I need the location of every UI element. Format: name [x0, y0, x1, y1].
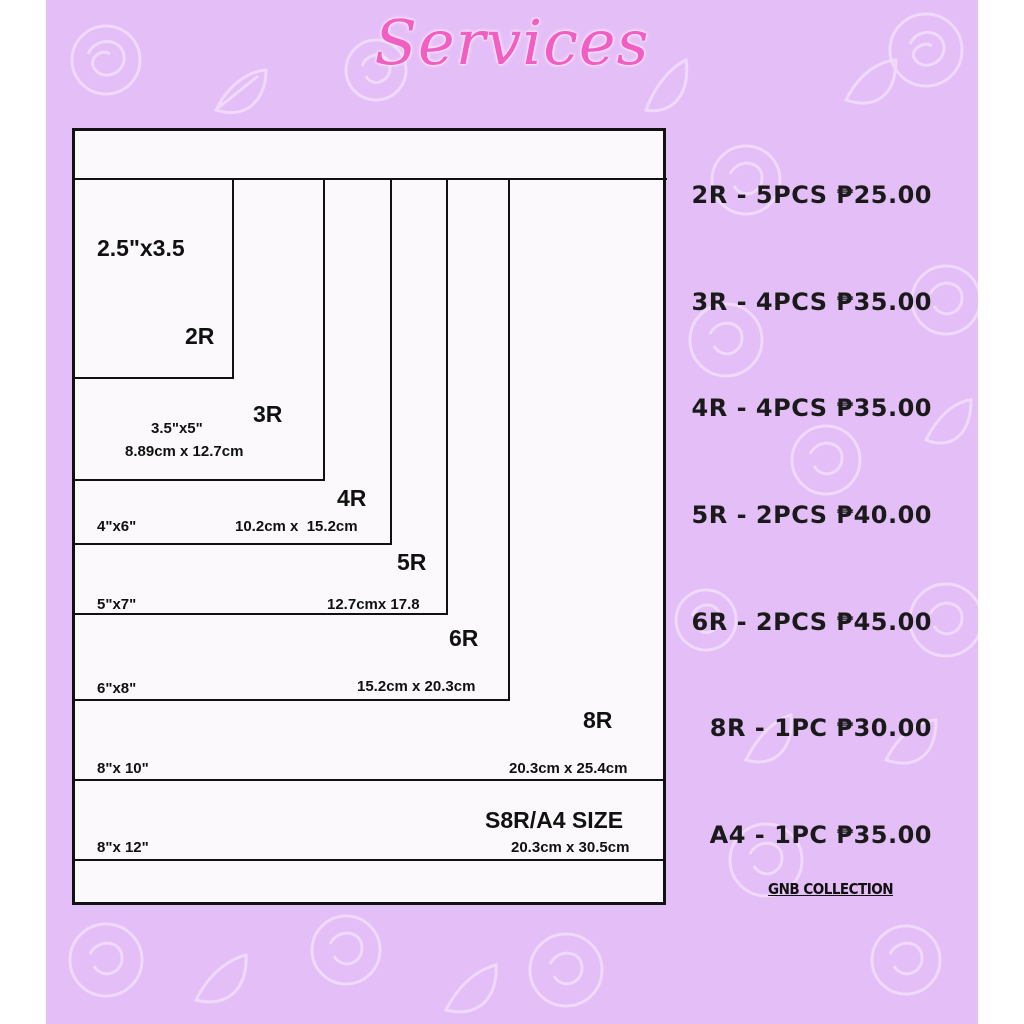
size-a4-label: S8R/A4 SIZE	[485, 807, 624, 833]
price-8r: 8R - 1PC ₱30.00	[709, 714, 932, 742]
size-3r-cm: 8.89cm x 12.7cm	[125, 443, 244, 460]
size-4r-inches: 4"x6"	[97, 518, 137, 535]
size-4r-label: 4R	[337, 485, 367, 511]
a4-bottom-line	[75, 859, 663, 861]
photo-size-chart	[72, 128, 666, 905]
size-2r-label: 2R	[185, 323, 215, 349]
page-title: Services	[374, 6, 650, 79]
price-5r: 5R - 2PCS ₱40.00	[691, 501, 932, 529]
size-6r-cm: 15.2cm x 20.3cm	[357, 678, 476, 695]
price-2r: 2R - 5PCS ₱25.00	[691, 181, 932, 209]
size-8r-cm: 20.3cm x 25.4cm	[509, 760, 628, 777]
size-8r-inches: 8"x 10"	[97, 760, 149, 777]
size-a4-inches: 8"x 12"	[97, 839, 149, 856]
size-3r-label: 3R	[253, 401, 283, 427]
size-3r-inches: 3.5"x5"	[151, 420, 203, 437]
price-6r: 6R - 2PCS ₱45.00	[691, 608, 932, 636]
size-8r-label: 8R	[583, 707, 613, 733]
price-3r: 3R - 4PCS ₱35.00	[691, 288, 932, 316]
size-2r-inches: 2.5"x3.5	[97, 235, 185, 261]
size-5r-cm: 12.7cmx 17.8	[327, 596, 420, 613]
size-a4-cm: 20.3cm x 30.5cm	[511, 839, 630, 856]
size-4r-cm: 10.2cm x 15.2cm	[235, 518, 358, 535]
services-poster	[46, 0, 978, 1024]
brand-name: GNB COLLECTION	[768, 880, 894, 898]
size-5r-inches: 5"x7"	[97, 596, 137, 613]
price-4r: 4R - 4PCS ₱35.00	[691, 394, 932, 422]
size-6r-label: 6R	[449, 625, 479, 651]
chart-top-line	[75, 178, 667, 180]
size-6r-inches: 6"x8"	[97, 680, 137, 697]
size-5r-label: 5R	[397, 549, 427, 575]
price-a4: A4 - 1PC ₱35.00	[709, 821, 932, 849]
